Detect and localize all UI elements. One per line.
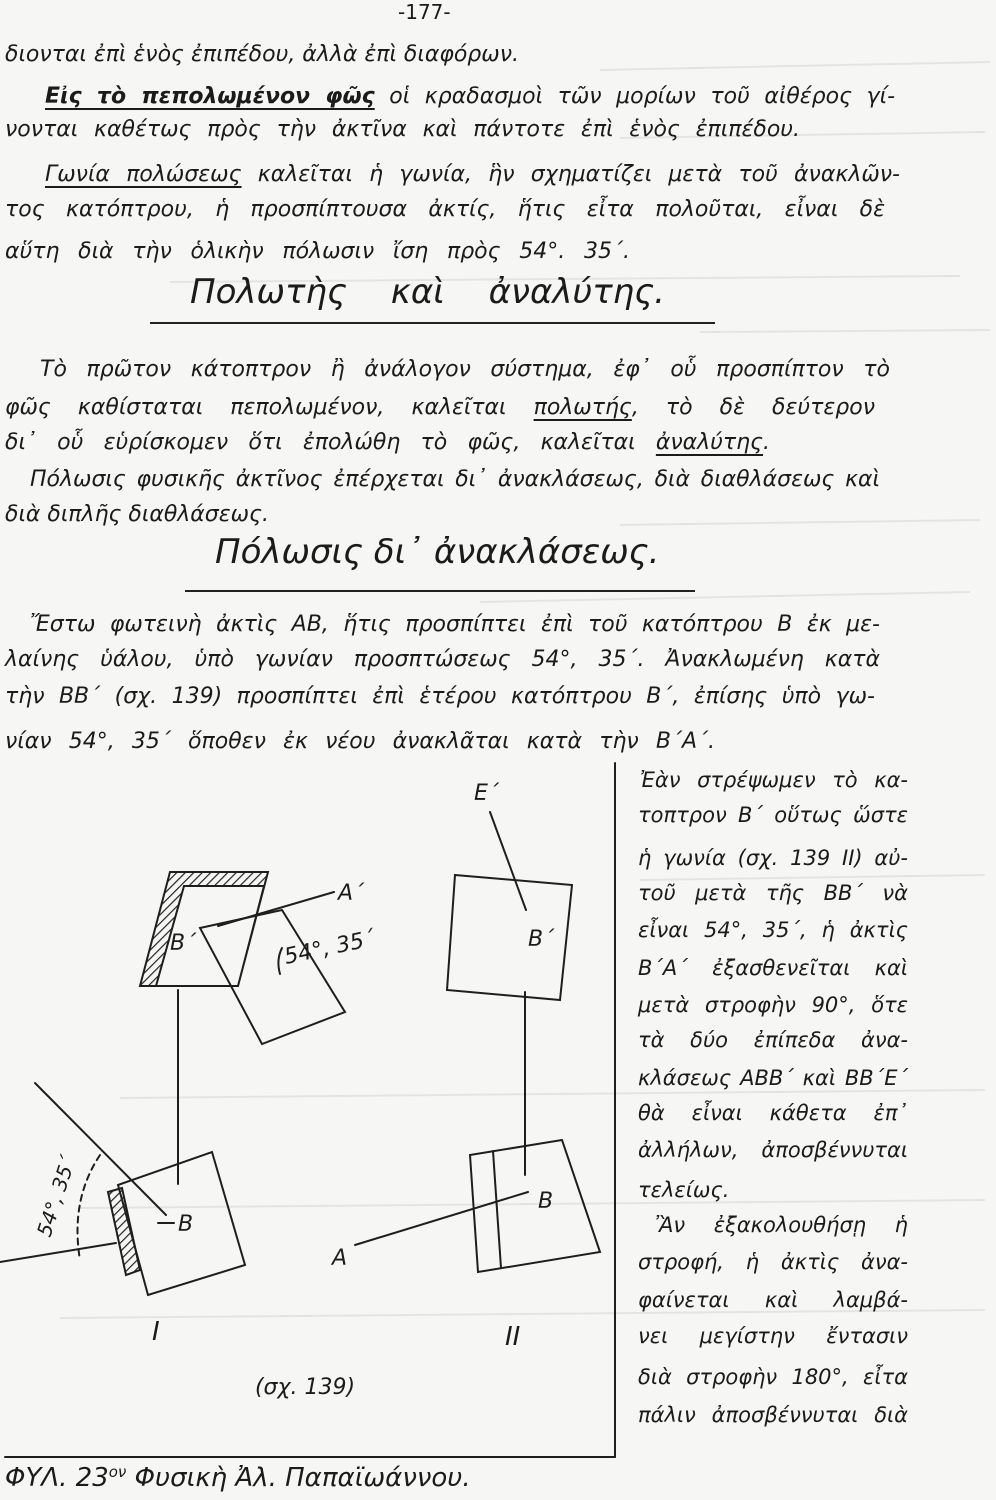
side-text-line: νει μεγίστην ἔντασιν	[638, 1324, 908, 1348]
line-text: φῶς καθίσταται πεπολωμένον, καλεῖται	[5, 395, 507, 420]
side-text-line: τὰ δύο ἐπίπεδα ἀνα-	[638, 1028, 908, 1052]
sheet-number-suffix: ον	[108, 1463, 127, 1481]
fig1-upper-mirror-frame	[140, 872, 268, 986]
text-line: λαίνης ὑάλου, ὑπὸ γωνίαν προσπτώσεως 54°, 35΄. Ἀνακλωμένη κατὰ	[5, 647, 880, 672]
fig2-label-b: Β	[538, 1189, 554, 1214]
side-text-line: θὰ εἶναι κάθετα ἐπ᾽	[638, 1101, 908, 1125]
side-text-line: φαίνεται καὶ λαμβά-	[638, 1288, 908, 1312]
fig1-lower-mirror-hatch	[108, 1188, 140, 1275]
underlined-term: πολωτής	[533, 395, 632, 420]
figure-139-diagram	[0, 760, 625, 1460]
fig1-upper-angle-arc	[278, 948, 282, 974]
text-line: νονται καθέτως πρὸς τὴν ἀκτῖνα καὶ πάντοτε ἐπὶ ἑνὸς ἐπιπέδου.	[5, 117, 800, 142]
line-text: δι᾽ οὗ εὑρίσκομεν ὅτι ἐπολώθη τὸ φῶς, καλεῖται	[5, 430, 636, 455]
fig1-label-b: Β	[178, 1212, 194, 1237]
text-line: Πόλωσις φυσικῆς ἀκτῖνος ἐπέρχεται δι᾽ ἀνακλάσεως, διὰ διαθλάσεως καὶ	[30, 467, 880, 492]
text-line: τος κατόπτρου, ἡ προσπίπτουσα ἀκτίς, ἥτις εἶτα πολοῦται, εἶναι δὲ	[5, 197, 885, 222]
side-text-line: τελείως.	[638, 1178, 730, 1202]
fig1-reflected-ray	[218, 892, 334, 926]
line-text: , τὸ δὲ δεύτερον	[631, 395, 875, 420]
side-text-line: διὰ στροφὴν 180°, εἶτα	[638, 1365, 908, 1389]
fig1-base-line	[0, 1243, 116, 1262]
underlined-term: ἀναλύτης	[655, 430, 764, 455]
line-text: καλεῖται ἡ γωνία, ἣν σχηματίζει μετὰ τοῦ ἀνακλῶν-	[257, 162, 900, 187]
fig2-ray-e-prime	[490, 812, 526, 910]
text-line: τὴν ΒΒ΄ (σχ. 139) προσπίπτει ἐπὶ ἑτέρου κατόπτρου Β΄, ἐπίσης ὑπὸ γω-	[5, 684, 875, 709]
fig1-label-b-prime: Β΄	[170, 931, 197, 956]
fig1-lower-angle-arc	[78, 1155, 101, 1260]
fig2-label-a: Α	[332, 1246, 348, 1271]
text-line: αὕτη διὰ τὴν ὁλικὴν πόλωσιν ἴση πρὸς 54°. 35΄.	[5, 239, 630, 264]
fig1-label-upper-angle: 54°, 35΄	[282, 926, 378, 970]
fig2-label-b-prime: Β΄	[528, 927, 555, 952]
text-line	[45, 82, 895, 112]
text-line	[5, 428, 770, 458]
section-heading: Πολωτὴς καὶ ἀναλύτης.	[190, 272, 665, 312]
figure-caption: (σχ. 139)	[254, 1375, 356, 1400]
line-text: οἱ κραδασμοὶ τῶν μορίων τοῦ αἰθέρος γί-	[389, 84, 896, 109]
page-footer	[5, 1455, 471, 1495]
fig2-part-label: II	[505, 1322, 521, 1352]
fig1-label-a-prime: Α΄	[338, 881, 365, 906]
side-text-line: Β΄Α΄ ἐξασθενεῖται καὶ	[638, 956, 908, 980]
text-line: νίαν 54°, 35΄ ὅποθεν ἐκ νέου ἀνακλᾶται κατὰ τὴν Β΄Α΄.	[5, 729, 715, 754]
heading-underline	[185, 590, 695, 592]
fig2-incident-ray	[355, 1192, 528, 1245]
text-line: Τὸ πρῶτον κάτοπτρον ἢ ἀνάλογον σύστημα, ἐφ᾽ οὗ προσπίπτον τὸ	[40, 357, 890, 382]
underlined-term: Γωνία πολώσεως	[45, 162, 242, 187]
text-line	[5, 393, 875, 423]
fig1-label-lower-angle: 54°, 35΄	[31, 1152, 81, 1240]
side-text-line: Ἐὰν στρέψωμεν τὸ κα-	[640, 768, 908, 792]
side-text-line: τοῦ μετὰ τῆς ΒΒ΄ νὰ	[638, 881, 908, 905]
side-text-line: ἀλλήλων, ἀποσβέννυται	[638, 1138, 908, 1162]
fig2-label-e-prime: Ε΄	[474, 781, 499, 806]
side-text-line: πάλιν ἀποσβέννυται διὰ	[638, 1403, 908, 1427]
side-text-line: Ἂν ἐξακολουθήσῃ ἡ	[655, 1213, 908, 1237]
fig2-lower-mirror	[470, 1140, 600, 1272]
side-text-line: στροφή, ἡ ἀκτὶς ἀνα-	[638, 1250, 908, 1274]
page-number: -177-	[398, 0, 451, 24]
text-line	[45, 160, 900, 190]
course-author: Φυσικὴ Ἀλ. Παπαϊωάννου.	[134, 1463, 471, 1493]
side-text-line: τοπτρον Β΄ οὕτως ὥστε	[638, 803, 908, 827]
fig2-lower-mirror-inner-edge	[493, 1151, 501, 1268]
side-text-line: ἡ γωνία (σχ. 139 II) αὐ-	[638, 846, 908, 870]
line-text: .	[763, 430, 771, 455]
fig1-part-label: I	[152, 1317, 160, 1347]
side-text-line: κλάσεως ΑΒΒ΄ καὶ ΒΒ΄Ε΄	[638, 1066, 908, 1090]
side-text-line: εἶναι 54°, 35΄, ἡ ἀκτὶς	[638, 918, 908, 942]
text-line: διὰ διπλῆς διαθλάσεως.	[5, 502, 269, 527]
side-text-line: μετὰ στροφὴν 90°, ὅτε	[638, 993, 908, 1017]
text-line: διονται ἐπὶ ἑνὸς ἐπιπέδου, ἀλλὰ ἐπὶ διαφόρων.	[5, 42, 519, 67]
underlined-term: Εἰς τὸ πεπολωμένον φῶς	[45, 84, 375, 109]
section-heading: Πόλωσις δι᾽ ἀνακλάσεως.	[215, 532, 660, 572]
fig1-upper-mirror-plane	[200, 910, 345, 1044]
text-line: Ἔστω φωτεινὴ ἀκτὶς ΑΒ, ἥτις προσπίπτει ἐπὶ τοῦ κατόπτρου Β ἐκ με-	[30, 612, 880, 637]
sheet-number: ΦΥΛ. 23	[5, 1463, 109, 1493]
heading-underline	[150, 322, 715, 324]
